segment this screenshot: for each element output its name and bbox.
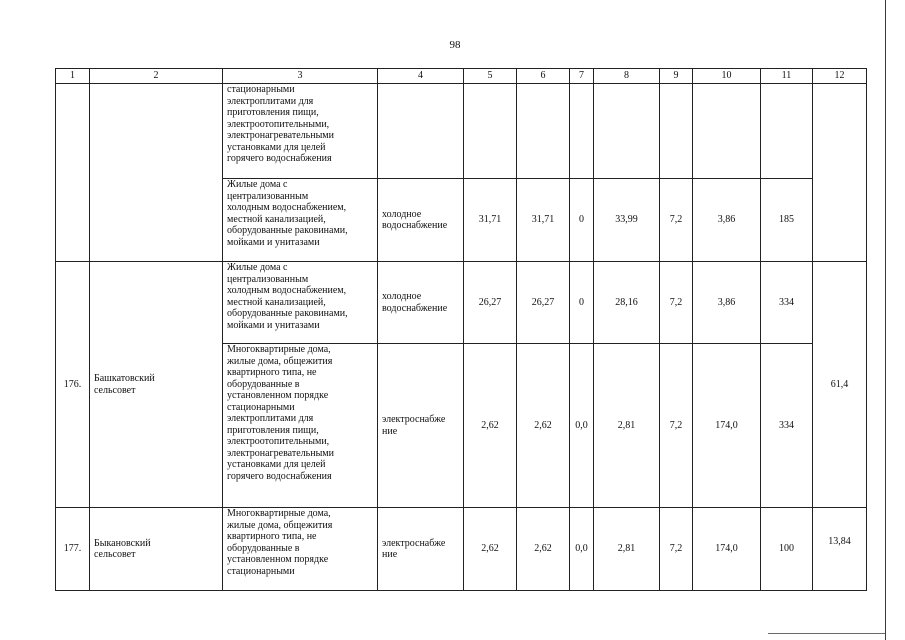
column-number: 8 [594,69,660,84]
column-number: 3 [223,69,378,84]
value-cell: 33,99 [594,179,660,262]
value-cell [594,84,660,179]
value-cell [570,84,594,179]
value-cell: 0,0 [570,508,594,591]
value-cell: 31,71 [517,179,570,262]
value-cell [464,84,517,179]
value-cell: 2,81 [594,508,660,591]
scan-edge-line [885,0,886,640]
column-number: 1 [56,69,90,84]
value-cell: 31,71 [464,179,517,262]
table-row [56,508,867,591]
value-cell: 7,2 [660,508,693,591]
housing-description: Жилые дома с централизованным холодным водоснабжением, местной канализацией, оборудованные раковинами, мойками и унитазами [223,179,378,262]
column-number: 11 [761,69,813,84]
value-cell: 0,0 [570,344,594,508]
table-row [56,84,867,179]
value-cell: 334 [761,344,813,508]
settlement-name: Быкановский сельсовет [90,508,223,591]
total-cell [813,84,867,262]
utility-type [378,84,464,179]
column-number: 10 [693,69,761,84]
value-cell: 2,81 [594,344,660,508]
total-cell: 61,4 [813,262,867,508]
scan-edge-line [768,633,885,634]
utility-type: электроснабже ние [378,508,464,591]
column-number: 4 [378,69,464,84]
value-cell [693,84,761,179]
value-cell: 3,86 [693,262,761,344]
column-number-row [56,69,867,84]
housing-description: стационарными электроплитами для приготовления пищи, электроотопительными, электронагревательными установками для целей горячего водоснабжения [223,84,378,179]
value-cell: 2,62 [517,508,570,591]
tariff-table [55,68,867,591]
value-cell [517,84,570,179]
total-cell: 13,84 [813,508,867,591]
value-cell: 3,86 [693,179,761,262]
value-cell: 2,62 [517,344,570,508]
value-cell: 26,27 [464,262,517,344]
value-cell: 28,16 [594,262,660,344]
value-cell: 334 [761,262,813,344]
table-row [56,262,867,344]
housing-description: Многоквартирные дома, жилые дома, общежития квартирного типа, не оборудованные в установленном порядке стационарными [223,508,378,591]
value-cell: 0 [570,179,594,262]
column-number: 7 [570,69,594,84]
value-cell: 185 [761,179,813,262]
housing-description: Жилые дома с централизованным холодным водоснабжением, местной канализацией, оборудованные раковинами, мойками и унитазами [223,262,378,344]
value-cell: 2,62 [464,344,517,508]
value-cell [660,84,693,179]
column-number: 2 [90,69,223,84]
value-cell [761,84,813,179]
column-number: 6 [517,69,570,84]
value-cell: 0 [570,262,594,344]
value-cell: 7,2 [660,179,693,262]
row-number: 176. [56,262,90,508]
value-cell: 7,2 [660,344,693,508]
column-number: 5 [464,69,517,84]
page-number: 98 [449,39,461,51]
row-number [56,84,90,262]
utility-type: холодное водоснабжение [378,262,464,344]
column-number: 9 [660,69,693,84]
housing-description: Многоквартирные дома, жилые дома, общежития квартирного типа, не оборудованные в установленном порядке стационарными электроплитами для приготовления пищи, электроотопительными, электронагревательными установками для целей горячего водоснабжения [223,344,378,508]
value-cell: 26,27 [517,262,570,344]
utility-type: холодное водоснабжение [378,179,464,262]
value-cell: 174,0 [693,344,761,508]
row-number: 177. [56,508,90,591]
value-cell: 174,0 [693,508,761,591]
value-cell: 7,2 [660,262,693,344]
value-cell: 100 [761,508,813,591]
column-number: 12 [813,69,867,84]
settlement-name: Башкатовский сельсовет [90,262,223,508]
settlement-name [90,84,223,262]
value-cell: 2,62 [464,508,517,591]
utility-type: электроснабже ние [378,344,464,508]
